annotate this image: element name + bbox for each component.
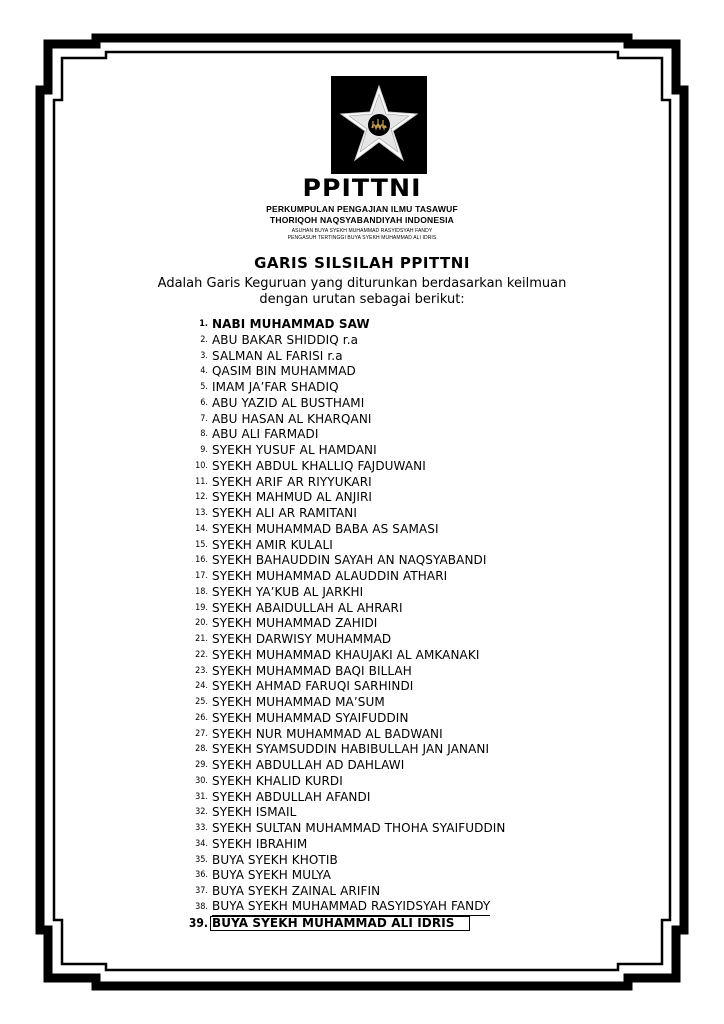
lineage-item-name: SYEKH ABAIDULLAH AL AHRARI <box>212 600 403 615</box>
lineage-item-name: SYEKH ISMAIL <box>212 805 297 820</box>
lineage-item <box>182 837 506 853</box>
organization-full-name-line2: THORIQOH NAQSYABANDIYAH INDONESIA <box>269 215 455 225</box>
lineage-item <box>182 868 506 884</box>
lineage-item-name: BUYA SYEKH MULYA <box>212 868 332 883</box>
lineage-item-number: 36. <box>195 870 208 881</box>
lineage-item-number: 19. <box>195 602 208 613</box>
lineage-item <box>182 679 506 695</box>
lineage-item-name: SYEKH MUHAMMAD MA’SUM <box>212 695 385 709</box>
lineage-item-name: SYEKH MUHAMMAD BABA AS SAMASI <box>212 521 439 536</box>
lineage-item-name: SYEKH SYAMSUDDIN HABIBULLAH JAN JANANI <box>212 742 490 757</box>
lineage-item-number: 30. <box>195 775 208 786</box>
lineage-item-name: SYEKH MUHAMMAD SYAIFUDDIN <box>212 710 409 725</box>
lineage-item-name: SYEKH MUHAMMAD ALAUDDIN ATHARI <box>212 569 448 583</box>
lineage-item-name: ABU BAKAR SHIDDIQ r.a <box>212 332 359 347</box>
lineage-item-number: 34. <box>195 838 208 849</box>
lineage-item-number: 9. <box>200 445 208 455</box>
lineage-item <box>182 916 506 932</box>
intro-text-line2: dengan urutan sebagai berikut: <box>259 292 465 307</box>
lineage-item <box>182 616 506 632</box>
lineage-item-number: 24. <box>195 681 208 692</box>
star-emblem-icon <box>331 76 427 174</box>
lineage-item <box>182 695 506 711</box>
lineage-item-name: NABI MUHAMMAD SAW <box>212 317 370 331</box>
lineage-item-name: ABU HASAN AL KHARQANI <box>212 411 372 426</box>
lineage-item-name: SYEKH ALI AR RAMITANI <box>212 506 358 520</box>
lineage-item-name: SYEKH MUHAMMAD BAQI BILLAH <box>212 663 412 678</box>
lineage-item-number: 8. <box>200 429 208 440</box>
lineage-item-name: SYEKH ABDUL KHALLIQ FAJDUWANI <box>212 458 426 473</box>
lineage-item-number: 23. <box>195 665 208 676</box>
lineage-item-number: 21. <box>195 634 208 644</box>
lineage-item-name: SYEKH ABDULLAH AD DAHLAWI <box>212 758 405 772</box>
organization-leader-line: PENGASUH TERTINGGI BUYA SYEKH MUHAMMAD ALI IDRIS <box>287 235 437 241</box>
lineage-item <box>182 821 506 837</box>
lineage-item <box>182 601 506 617</box>
lineage-item <box>182 805 506 821</box>
lineage-item <box>182 364 506 380</box>
lineage-item <box>182 553 506 569</box>
lineage-item-number: 22. <box>195 649 208 660</box>
intro-text-line1: Adalah Garis Keguruan yang diturunkan berdasarkan keilmuan <box>157 276 567 291</box>
lineage-item <box>182 900 506 916</box>
lineage-item-number: 33. <box>195 823 208 833</box>
lineage-item-number: 11. <box>195 476 208 487</box>
lineage-item <box>182 396 506 412</box>
lineage-list <box>182 317 506 931</box>
lineage-item-name: SYEKH NUR MUHAMMAD AL BADWANI <box>212 726 443 741</box>
lineage-item-number: 1. <box>199 319 208 329</box>
lineage-item <box>182 585 506 601</box>
lineage-item-name: SYEKH MUHAMMAD KHAUJAKI AL AMKANAKI <box>212 647 480 662</box>
lineage-item <box>182 632 506 648</box>
lineage-item-name: SYEKH KHALID KURDI <box>212 773 343 788</box>
lineage-item <box>182 538 506 554</box>
lineage-item-name: SYEKH YA’KUB AL JARKHI <box>212 584 364 599</box>
organization-name: PPITTNI <box>302 174 422 202</box>
lineage-item-name: SYEKH AMIR KULALI <box>212 537 333 552</box>
lineage-item-name: QASIM BIN MUHAMMAD <box>212 364 356 379</box>
lineage-item-name: SYEKH DARWISY MUHAMMAD <box>212 632 392 646</box>
lineage-item-name: SYEKH ABDULLAH AFANDI <box>212 789 371 804</box>
lineage-item-number: 27. <box>195 728 208 739</box>
lineage-item-number: 14. <box>195 523 208 534</box>
lineage-item <box>182 427 506 443</box>
lineage-item-number: 15. <box>195 539 208 550</box>
document-title: GARIS SILSILAH PPITTNI <box>254 254 470 272</box>
lineage-item-name: SYEKH SULTAN MUHAMMAD THOHA SYAIFUDDIN <box>212 821 506 835</box>
lineage-item-name: ABU YAZID AL BUSTHAMI <box>212 395 365 410</box>
lineage-item <box>182 774 506 790</box>
lineage-item <box>182 853 506 869</box>
lineage-item <box>182 711 506 727</box>
lineage-item <box>182 412 506 428</box>
lineage-item-number: 38. <box>195 901 208 912</box>
organization-full-name-line1: PERKUMPULAN PENGAJIAN ILMU TASAWUF <box>266 204 458 214</box>
lineage-item-name: SYEKH MUHAMMAD ZAHIDI <box>212 616 378 631</box>
lineage-item-number: 16. <box>195 555 208 566</box>
lineage-item <box>182 648 506 664</box>
lineage-item <box>182 317 506 333</box>
lineage-item <box>182 475 506 491</box>
lineage-item <box>182 459 506 475</box>
lineage-item <box>182 758 506 774</box>
lineage-item <box>182 522 506 538</box>
lineage-item <box>182 664 506 680</box>
lineage-item-name: ABU ALI FARMADI <box>212 427 319 442</box>
lineage-item-number: 39. <box>188 915 208 930</box>
lineage-item <box>182 884 506 900</box>
lineage-item-name: SYEKH BAHAUDDIN SAYAH AN NAQSYABANDI <box>212 553 487 568</box>
lineage-item-name: BUYA SYEKH MUHAMMAD ALI IDRIS <box>210 916 470 931</box>
lineage-item-number: 37. <box>195 886 208 896</box>
lineage-item-name: SYEKH AHMAD FARUQI SARHINDI <box>212 679 414 694</box>
lineage-item-number: 18. <box>195 586 208 597</box>
lineage-item-name: SYEKH MAHMUD AL ANJIRI <box>212 490 373 505</box>
lineage-item-number: 13. <box>195 508 208 518</box>
lineage-item <box>182 727 506 743</box>
lineage-item-number: 29. <box>195 760 208 770</box>
lineage-item <box>182 790 506 806</box>
lineage-item-number: 5. <box>200 382 208 392</box>
organization-logo <box>331 76 427 174</box>
lineage-item-number: 35. <box>195 854 208 865</box>
lineage-item-number: 10. <box>195 460 208 471</box>
lineage-item-number: 25. <box>195 697 208 707</box>
lineage-item-name: SYEKH IBRAHIM <box>212 836 308 851</box>
lineage-item-number: 32. <box>195 807 208 818</box>
lineage-item-number: 3. <box>200 350 208 361</box>
lineage-item-name: SYEKH YUSUF AL HAMDANI <box>212 443 377 457</box>
lineage-item <box>182 506 506 522</box>
lineage-item <box>182 443 506 459</box>
lineage-item-number: 20. <box>195 618 208 629</box>
lineage-item <box>182 742 506 758</box>
lineage-item-number: 31. <box>195 791 208 802</box>
lineage-item-number: 4. <box>200 366 208 377</box>
lineage-item-number: 28. <box>195 744 208 755</box>
organization-patron-line: ASUHAN BUYA SYEKH MUHAMMAD RASYIDSYAH FANDY <box>291 228 433 234</box>
lineage-item-number: 12. <box>195 492 208 503</box>
lineage-item <box>182 349 506 365</box>
lineage-item <box>182 569 506 585</box>
lineage-item <box>182 333 506 349</box>
lineage-item-name: BUYA SYEKH MUHAMMAD RASYIDSYAH FANDY <box>212 899 490 916</box>
lineage-item-name: SYEKH ARIF AR RIYYUKARI <box>212 474 372 489</box>
lineage-item-number: 7. <box>200 413 208 424</box>
lineage-item-number: 26. <box>195 712 208 723</box>
lineage-item-name: SALMAN AL FARISI r.a <box>212 348 343 363</box>
lineage-item-number: 6. <box>200 397 208 408</box>
lineage-item-name: BUYA SYEKH ZAINAL ARIFIN <box>212 884 381 898</box>
lineage-item-name: BUYA SYEKH KHOTIB <box>212 852 338 867</box>
lineage-item-number: 17. <box>195 571 208 581</box>
lineage-item <box>182 490 506 506</box>
lineage-item <box>182 380 506 396</box>
lineage-item-name: IMAM JA’FAR SHADIQ <box>212 380 339 394</box>
lineage-item-number: 2. <box>200 334 208 345</box>
